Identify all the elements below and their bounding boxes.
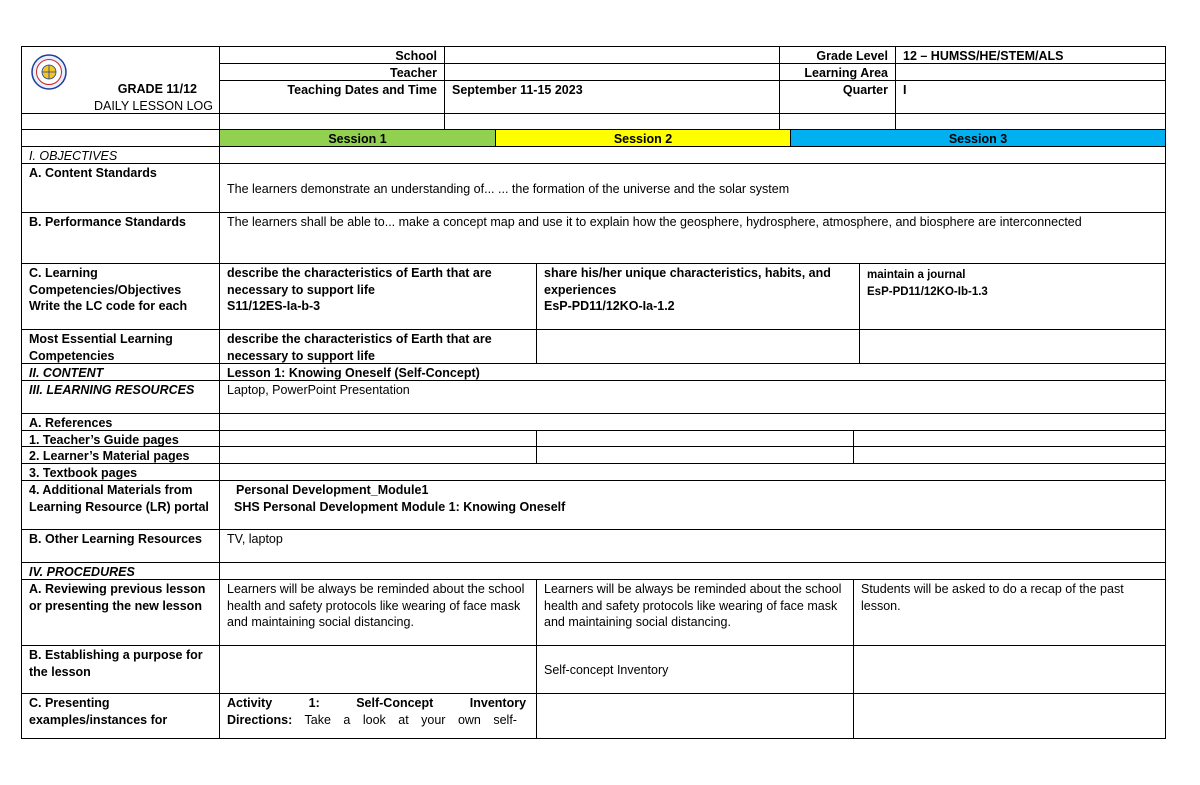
purpose-session-3[interactable] — [853, 645, 1166, 694]
lc-label-line3: Write the LC code for each — [29, 299, 188, 313]
deped-seal-icon — [31, 52, 67, 92]
tg-session-2[interactable] — [536, 430, 854, 447]
review-session-3[interactable]: Students will be asked to do a recap of the past lesson. — [853, 579, 1166, 646]
quarter-label: Quarter — [779, 80, 896, 114]
purpose-session-1[interactable] — [219, 645, 537, 694]
teacher-label: Teacher — [219, 63, 445, 81]
grade-level-label: Grade Level — [779, 46, 896, 64]
learning-area-value[interactable] — [895, 63, 1166, 81]
session-corner — [21, 129, 220, 147]
other-resources-text[interactable]: TV, laptop — [219, 529, 1166, 563]
learning-resources-text[interactable]: Laptop, PowerPoint Presentation — [219, 380, 1166, 414]
additional-line2: SHS Personal Development Module 1: Knowing Oneself — [234, 499, 566, 514]
header-title-line2: DAILY LESSON LOG — [93, 99, 213, 113]
spacer-cell — [779, 113, 896, 130]
procedures-blank — [219, 562, 1166, 580]
review-session-1[interactable]: Learners will be always be reminded about the school health and safety protocols like wearing of face mask and maintaining social distancing. — [219, 579, 537, 646]
lc-session-3[interactable] — [859, 263, 1166, 330]
tg-session-1[interactable] — [219, 430, 537, 447]
teacher-value[interactable] — [444, 63, 780, 81]
school-label: School — [219, 46, 445, 64]
additional-materials-text[interactable] — [219, 480, 1166, 530]
lc-session-2[interactable] — [536, 263, 860, 330]
references-label: A. References — [21, 413, 220, 431]
lm-session-2[interactable] — [536, 446, 854, 464]
lc-s2-code: EsP-PD11/12KO-Ia-1.2 — [544, 299, 675, 313]
performance-standards-text[interactable]: The learners shall be able to... make a concept map and use it to explain how the geosphere, hydrosphere, atmosphere, and biosphere are interconnected — [219, 212, 1166, 264]
lm-session-1[interactable] — [219, 446, 537, 464]
lc-s3-code: EsP-PD11/12KO-Ib-1.3 — [867, 285, 988, 298]
presenting-directions-text: Take a look at your own self- — [304, 712, 517, 727]
objectives-heading: I. OBJECTIVES — [21, 146, 220, 164]
presenting-session-2[interactable] — [536, 693, 854, 739]
session-2-header: Session 2 — [495, 129, 791, 147]
spacer-cell — [219, 113, 445, 130]
header-logo-cell — [21, 46, 220, 114]
lm-session-3[interactable] — [853, 446, 1166, 464]
quarter-value[interactable]: I — [895, 80, 1166, 114]
additional-line1: Personal Development_Module1 — [236, 483, 429, 497]
reviewing-label: A. Reviewing previous lesson or presenting the new lesson — [21, 579, 220, 646]
additional-materials-label: 4. Additional Materials from Learning Resource (LR) portal — [21, 480, 220, 530]
spacer-cell — [895, 113, 1166, 130]
content-standards-text[interactable] — [219, 163, 1166, 213]
lc-s3-text: maintain a journal — [867, 269, 966, 281]
content-text[interactable]: Lesson 1: Knowing Oneself (Self-Concept) — [219, 363, 1166, 381]
melc-label: Most Essential Learning Competencies — [21, 329, 220, 364]
learning-area-label: Learning Area — [779, 63, 896, 81]
textbook-pages-blank[interactable] — [219, 463, 1166, 481]
lc-s2-text: share his/her unique characteristics, habits, and experiences — [544, 266, 831, 297]
content-heading: II. CONTENT — [21, 363, 220, 381]
grade-level-value[interactable]: 12 – HUMSS/HE/STEM/ALS — [895, 46, 1166, 64]
session-3-header: Session 3 — [790, 129, 1166, 147]
content-standards-value: The learners demonstrate an understanding of... ... the formation of the universe and the solar system — [227, 182, 790, 196]
purpose-s2-text: Self-concept Inventory — [544, 663, 669, 677]
procedures-heading: IV. PROCEDURES — [21, 562, 220, 580]
learners-material-label: 2. Learner’s Material pages — [21, 446, 220, 464]
tg-session-3[interactable] — [853, 430, 1166, 447]
other-resources-label: B. Other Learning Resources — [21, 529, 220, 563]
learning-competencies-label — [21, 263, 220, 330]
presenting-activity: Activity 1: Self-Concept Inventory — [227, 696, 527, 710]
presenting-session-3[interactable] — [853, 693, 1166, 739]
melc-session-1[interactable]: describe the characteristics of Earth that are necessary to support life — [219, 329, 537, 364]
lc-label-line2: Competencies/Objectives — [29, 282, 182, 297]
textbook-pages-label: 3. Textbook pages — [21, 463, 220, 481]
review-session-2[interactable]: Learners will be always be reminded about the school health and safety protocols like wearing of face mask and maintaining social distancing. — [536, 579, 854, 646]
references-blank[interactable] — [219, 413, 1166, 431]
content-standards-label: A. Content Standards — [21, 163, 220, 213]
teachers-guide-label: 1. Teacher’s Guide pages — [21, 430, 220, 447]
lc-s1-code: S11/12ES-Ia-b-3 — [227, 299, 321, 313]
teaching-dates-value[interactable]: September 11-15 2023 — [444, 80, 780, 114]
spacer-cell — [21, 113, 220, 130]
performance-standards-label: B. Performance Standards — [21, 212, 220, 264]
school-value[interactable] — [444, 46, 780, 64]
learning-resources-heading: III. LEARNING RESOURCES — [21, 380, 220, 414]
lc-session-1[interactable] — [219, 263, 537, 330]
presenting-directions — [227, 712, 529, 729]
melc-session-2[interactable] — [536, 329, 860, 364]
purpose-session-2[interactable] — [536, 645, 854, 694]
objectives-blank — [219, 146, 1166, 164]
presenting-session-1[interactable] — [219, 693, 537, 739]
melc-session-3[interactable] — [859, 329, 1166, 364]
spacer-cell — [444, 113, 780, 130]
teaching-dates-label: Teaching Dates and Time — [219, 80, 445, 114]
header-title-line1: GRADE 11/12 — [117, 82, 197, 96]
session-1-header: Session 1 — [219, 129, 496, 147]
lc-label-line1: C. Learning — [29, 266, 98, 280]
presenting-directions-label: Directions: — [227, 712, 293, 727]
lc-s1-text: describe the characteristics of Earth that are necessary to support life — [227, 266, 492, 297]
presenting-label: C. Presenting examples/instances for — [21, 693, 220, 739]
purpose-label: B. Establishing a purpose for the lesson — [21, 645, 220, 694]
